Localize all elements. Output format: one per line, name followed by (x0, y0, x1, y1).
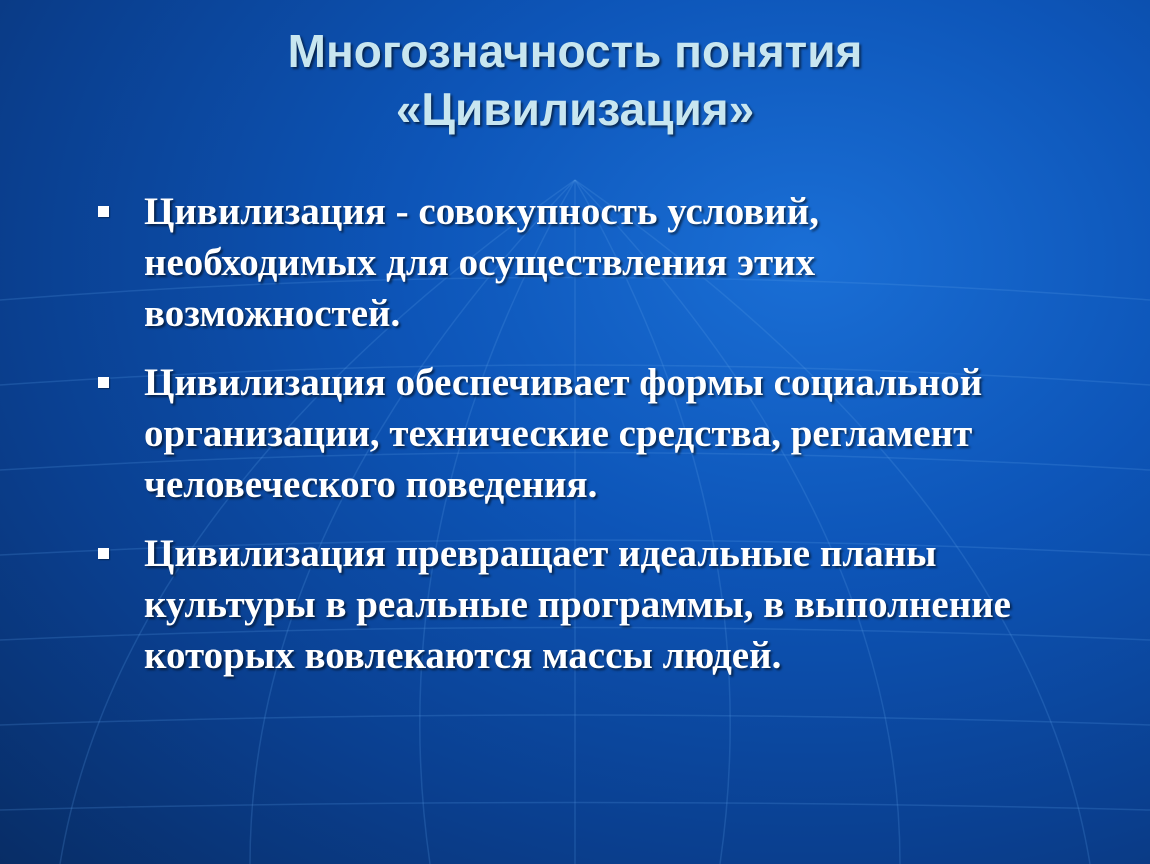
bullet-item-2 (98, 357, 1058, 510)
slide-title-line-1: Многозначность понятия (287, 25, 863, 77)
bullet-item-1 (98, 186, 1058, 339)
bullet-item-3 (98, 528, 1058, 681)
bullet-text: Цивилизация - совокупность условий, необходимых для осуществления этих возможностей. (144, 190, 819, 335)
square-bullet-icon (98, 377, 109, 388)
slide-title (0, 22, 1150, 138)
square-bullet-icon (98, 206, 109, 217)
bullet-list (98, 186, 1058, 699)
bullet-text: Цивилизация превращает идеальные планы культуры в реальные программы, в выполнение которых вовлекаются массы людей. (144, 532, 1011, 677)
bullet-text: Цивилизация обеспечивает формы социальной организации, технические средства, регламент человеческого поведения. (144, 361, 983, 506)
slide-title-line-2: «Цивилизация» (395, 83, 755, 135)
square-bullet-icon (98, 548, 109, 559)
